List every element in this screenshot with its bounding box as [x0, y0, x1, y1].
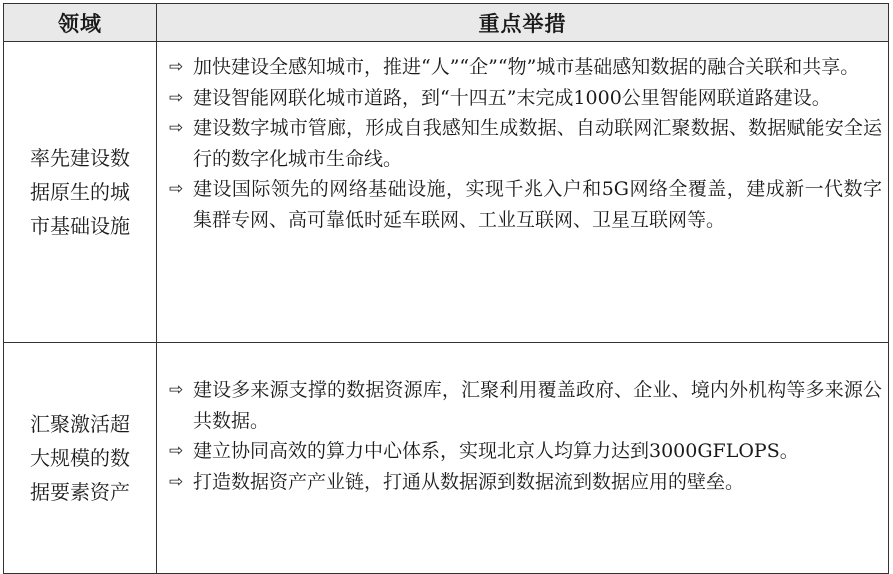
measure-item — [169, 113, 882, 174]
table-header-row — [4, 4, 889, 42]
field-line: 据要素资产 — [30, 480, 130, 504]
measure-text: 建设多来源支撑的数据资源库，汇聚利用覆盖政府、企业、境内外机构等多来源公共数据。 — [193, 379, 882, 432]
measures-table — [3, 3, 889, 574]
arrow-icon: ⇨ — [169, 441, 184, 461]
table-row — [4, 343, 889, 574]
arrow-icon: ⇨ — [169, 57, 184, 77]
measure-list — [169, 375, 882, 497]
arrow-icon: ⇨ — [169, 87, 184, 108]
arrow-icon: ⇨ — [169, 118, 184, 138]
field-cell — [4, 343, 157, 574]
measure-text: 加快建设全感知城市，推进“人”“企”“物”城市基础感知数据的融合关联和共享。 — [193, 56, 860, 78]
measure-text: 打造数据资产产业链，打通从数据源到数据流到数据应用的壁垒。 — [193, 470, 745, 493]
measures-cell — [157, 42, 889, 343]
field-line: 率先建设数 — [30, 146, 130, 170]
field-line: 据原生的城 — [30, 180, 130, 204]
field-line: 汇聚激活超 — [30, 412, 130, 436]
measure-text: 建设数字城市管廊，形成自我感知生成数据、自动联网汇聚数据、数据赋能安全运行的数字化城市生命线。 — [193, 117, 882, 170]
header-measures: 重点举措 — [157, 4, 889, 42]
field-cell — [4, 42, 157, 343]
measure-text: 建立协同高效的算力中心体系，实现北京人均算力达到3000GFLOPS。 — [193, 440, 799, 462]
measure-text: 建设智能网联化城市道路，到“十四五”末完成1000公里智能网联道路建设。 — [193, 86, 831, 109]
measure-item — [169, 174, 882, 235]
measure-item — [169, 436, 882, 467]
arrow-icon: ⇨ — [169, 380, 184, 400]
table-row — [4, 42, 889, 343]
measure-item — [169, 375, 882, 436]
header-field: 领域 — [4, 4, 157, 42]
arrow-icon: ⇨ — [169, 179, 184, 199]
measure-item — [169, 52, 882, 83]
measures-cell — [157, 343, 889, 574]
measure-list — [169, 52, 882, 235]
measure-item — [169, 83, 882, 114]
measure-text: 建设国际领先的网络基础设施，实现千兆入户和5G网络全覆盖，建成新一代数字集群专网、高可靠低时延车联网、工业互联网、卫星互联网等。 — [193, 178, 882, 231]
arrow-icon: ⇨ — [169, 471, 184, 492]
field-line: 大规模的数 — [30, 446, 130, 470]
measure-item — [169, 467, 882, 498]
field-line: 市基础设施 — [30, 214, 130, 238]
